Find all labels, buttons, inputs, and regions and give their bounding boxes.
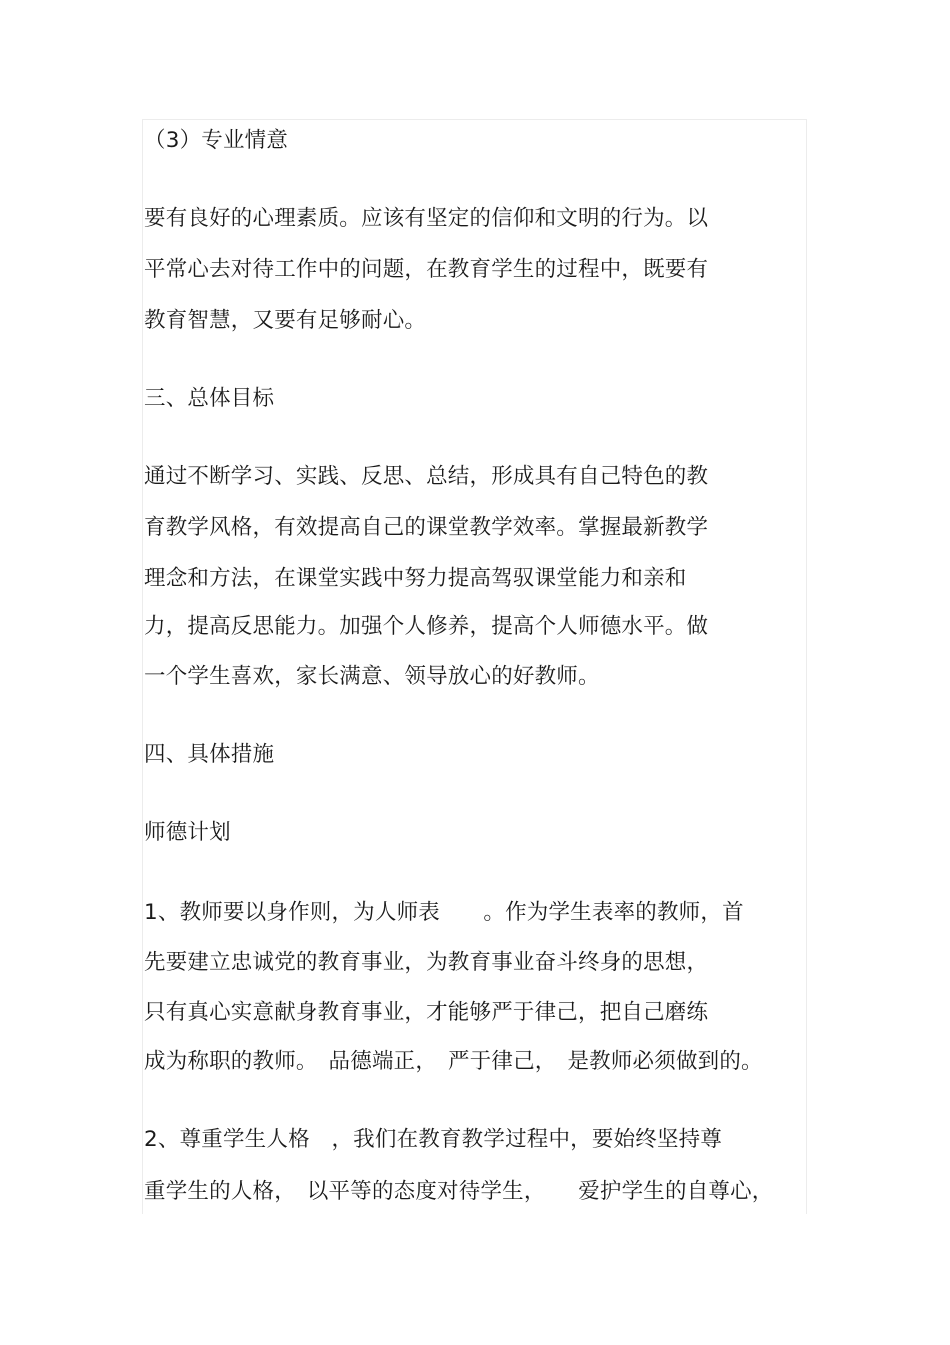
- paragraph-line: 育教学风格，有效提高自己的课堂教学效率。掌握最新教学: [144, 515, 709, 540]
- section-heading: 三、总体目标: [144, 386, 275, 411]
- paragraph-line: 先要建立忠诚党的教育事业，为教育事业奋斗终身的思想，: [144, 950, 709, 975]
- paragraph-line: 只有真心实意献身教育事业，才能够严于律己，把自己磨练: [144, 1000, 709, 1025]
- section-heading: 四、具体措施: [144, 742, 275, 767]
- paragraph-line: 2、尊重学生人格 ，我们在教育教学过程中，要始终坚持尊: [144, 1127, 723, 1152]
- paragraph-line: 教育智慧，又要有足够耐心。: [144, 308, 427, 333]
- paragraph-line: 要有良好的心理素质。应该有坚定的信仰和文明的行为。以: [144, 206, 709, 231]
- paragraph-line: 理念和方法，在课堂实践中努力提高驾驭课堂能力和亲和: [144, 566, 687, 591]
- paragraph-line: 重学生的人格， 以平等的态度对待学生， 爱护学生的自尊心，: [144, 1179, 774, 1204]
- paragraph-line: 平常心去对待工作中的问题，在教育学生的过程中，既要有: [144, 257, 709, 282]
- paragraph-line: 成为称职的教师。 品德端正， 严于律己， 是教师必须做到的。: [144, 1049, 763, 1074]
- subsection-heading: 师德计划: [144, 820, 231, 845]
- paragraph-line: 通过不断学习、实践、反思、总结，形成具有自己特色的教: [144, 464, 709, 489]
- paragraph-line: 一个学生喜欢，家长满意、领导放心的好教师。: [144, 664, 600, 689]
- paragraph-line: 力，提高反思能力。加强个人修养，提高个人师德水平。做: [144, 614, 709, 639]
- paragraph-line: 1、教师要以身作则，为人师表 。作为学生表率的教师，首: [144, 900, 744, 925]
- subsection-heading: （3）专业情意: [144, 128, 289, 153]
